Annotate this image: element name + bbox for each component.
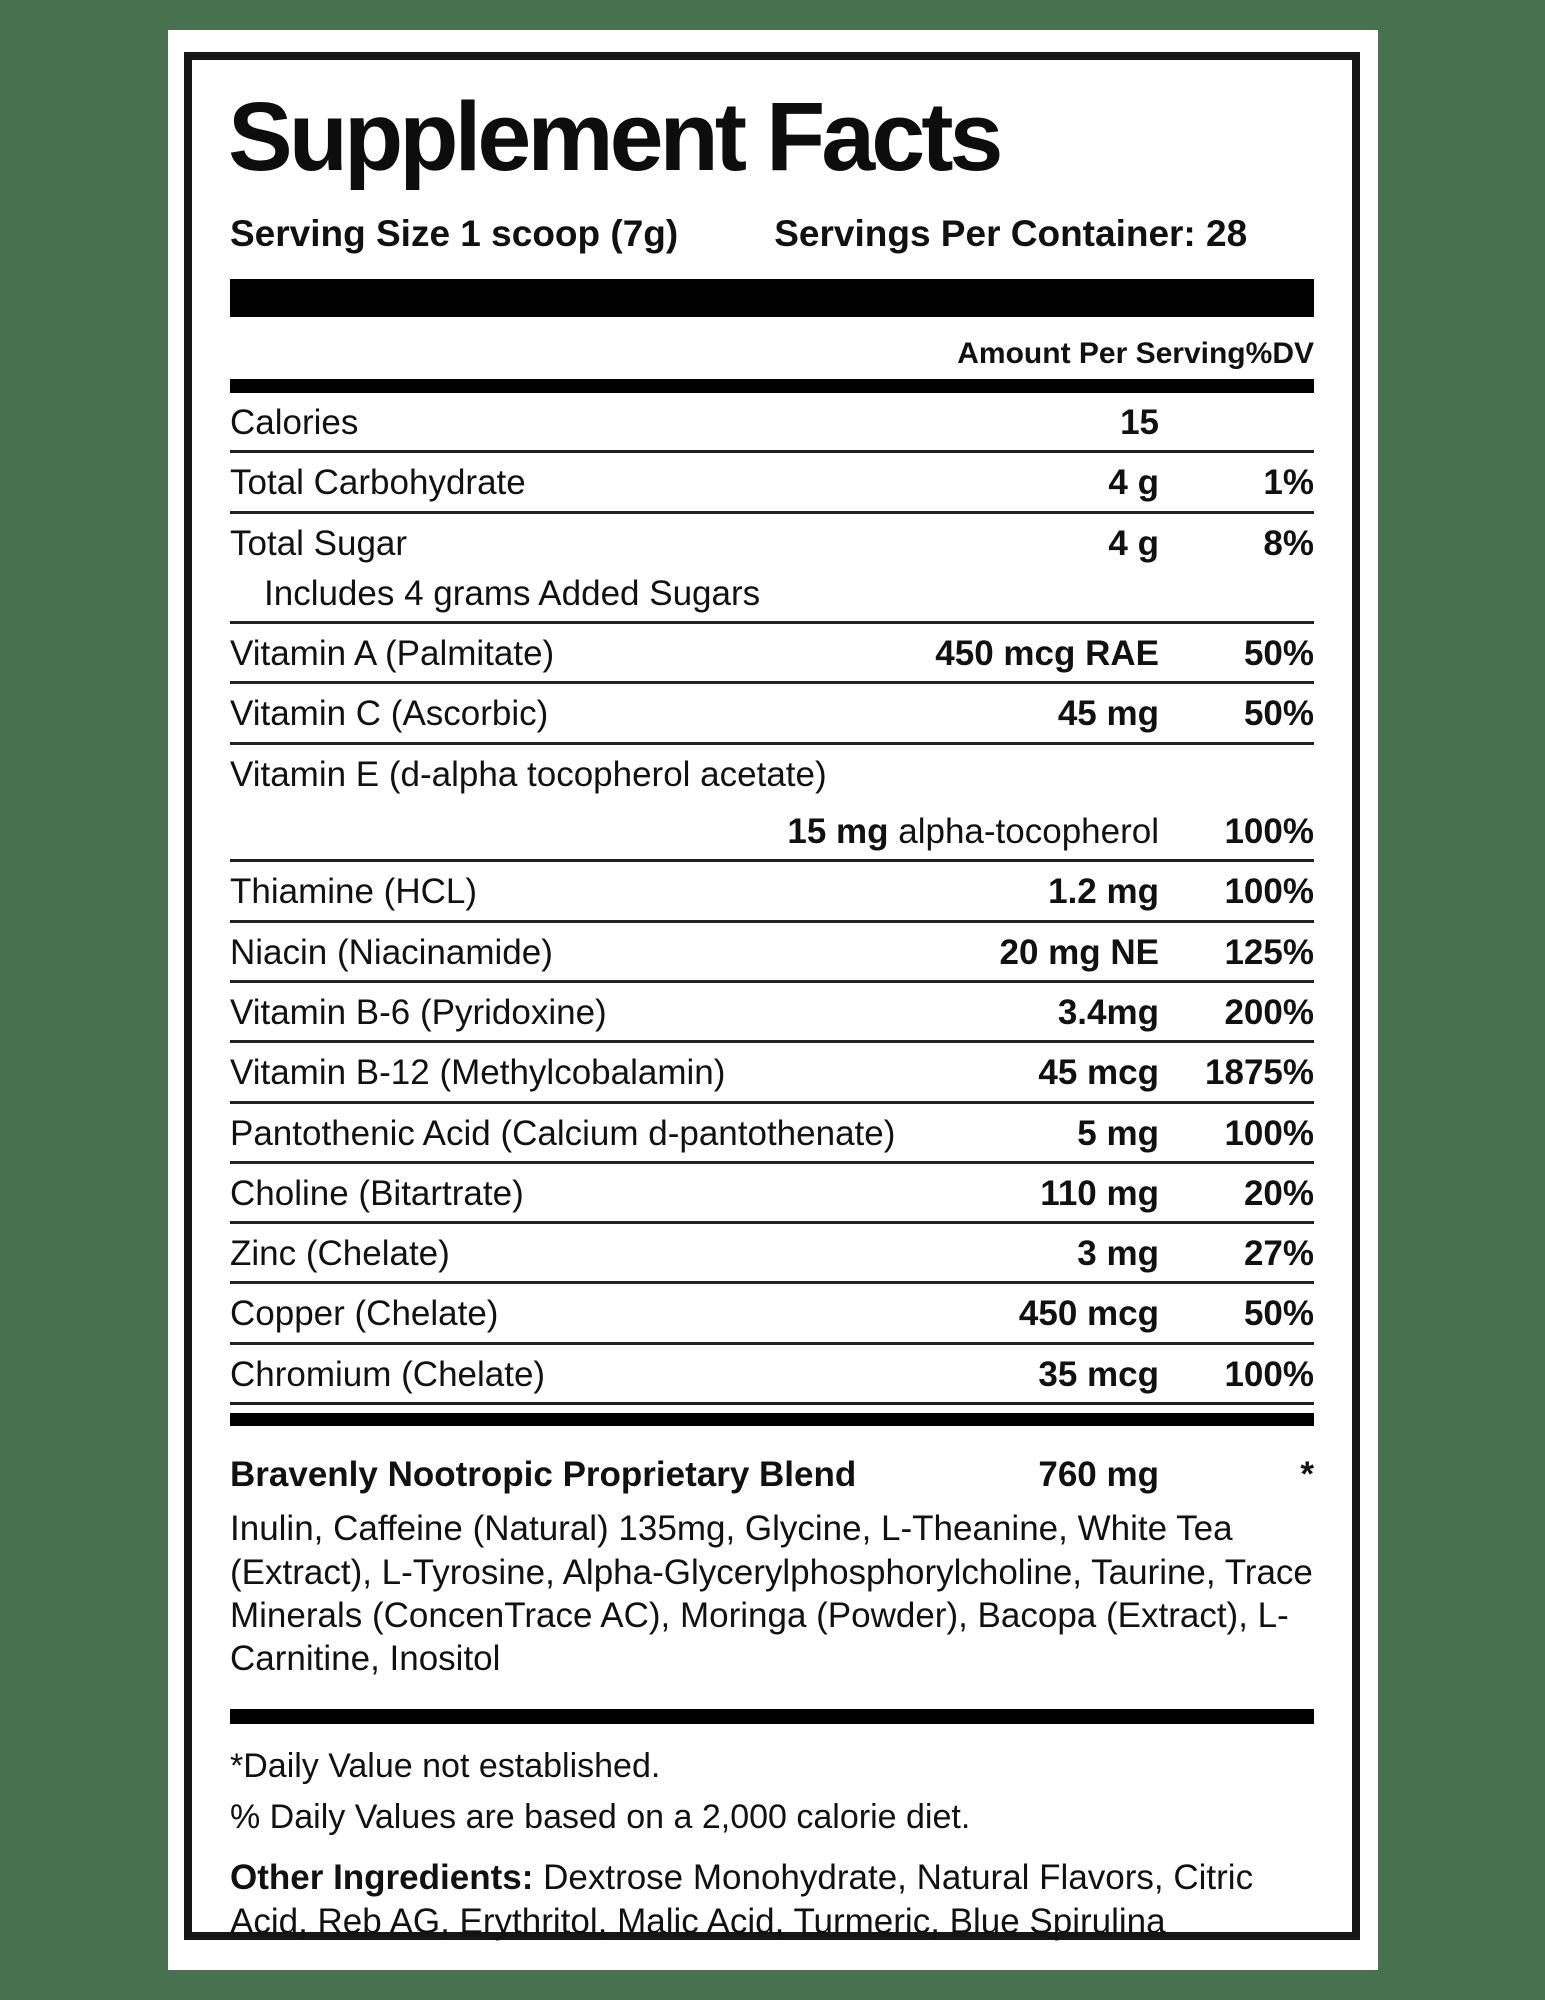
nutrient-name: Vitamin C (Ascorbic) [230, 694, 549, 734]
nutrient-name: Pantothenic Acid (Calcium d-pantothenate) [230, 1113, 896, 1153]
separator-bar-thick-top [230, 279, 1314, 317]
nutrient-amount: 4 g [1108, 523, 1159, 563]
label-title: Supplement Facts [228, 82, 1000, 191]
nutrient-dv: 100% [1224, 1113, 1314, 1153]
nutrient-amount: 450 mcg [1018, 1294, 1159, 1334]
nutrient-amount: 3.4mg [1057, 992, 1159, 1032]
nutrient-row-total-sugar [230, 514, 1314, 571]
nutrient-dv: 200% [1224, 992, 1314, 1032]
nutrient-row-vitamin-a [230, 624, 1314, 684]
nutrient-row-choline [230, 1164, 1314, 1224]
nutrient-row-vitamin-e-name [230, 745, 1314, 802]
nutrient-dv: 100% [1224, 872, 1314, 912]
footnote-dv-not-established: *Daily Value not established. [230, 1746, 661, 1785]
nutrient-row-niacin [230, 923, 1314, 983]
nutrient-name: Includes 4 grams Added Sugars [264, 573, 761, 613]
nutrient-amount-bold: 15 mg [787, 812, 889, 852]
nutrient-amount: 4 g [1108, 463, 1159, 503]
column-header-dv: %DV [1245, 336, 1314, 370]
nutrient-name: Choline (Bitartrate) [230, 1173, 524, 1213]
blend-dv: * [1300, 1454, 1314, 1494]
nutrient-amount-unit: alpha-tocopherol [888, 812, 1159, 852]
other-ingredients-label: Other Ingredients: [230, 1857, 534, 1897]
nutrient-amount: 450 mcg RAE [935, 634, 1159, 674]
nutrient-name: Thiamine (HCL) [230, 872, 477, 912]
nutrient-amount: 3 mg [1077, 1234, 1159, 1274]
nutrient-name: Total Sugar [230, 523, 408, 563]
nutrient-dv: 1875% [1205, 1053, 1314, 1093]
column-header-amount: Amount Per Serving [957, 336, 1246, 370]
nutrient-dv: 8% [1263, 523, 1314, 563]
nutrient-row-vitamin-b12 [230, 1043, 1314, 1103]
blend-name: Bravenly Nootropic Proprietary Blend [230, 1454, 857, 1494]
nutrient-name: Vitamin A (Palmitate) [230, 634, 555, 674]
column-header-row [230, 333, 1314, 379]
nutrient-row-thiamine [230, 862, 1314, 922]
separator-bar-blend [230, 1413, 1314, 1426]
nutrient-amount: 45 mcg [1038, 1053, 1159, 1093]
other-ingredients [230, 1856, 1314, 1946]
nutrient-amount: 15 [1120, 402, 1159, 442]
nutrient-dv: 50% [1243, 694, 1314, 734]
nutrient-dv: 100% [1224, 1354, 1314, 1394]
blend-amount: 760 mg [1038, 1454, 1159, 1494]
nutrient-name: Calories [230, 402, 359, 442]
nutrient-amount: 5 mg [1077, 1113, 1159, 1153]
nutrient-row-vitamin-b6 [230, 983, 1314, 1043]
nutrient-row-vitamin-c [230, 684, 1314, 744]
nutrient-dv: 27% [1243, 1234, 1314, 1274]
supplement-label-card [168, 30, 1378, 1970]
blend-ingredients-list: Inulin, Caffeine (Natural) 135mg, Glycine, L-Theanine, White Tea (Extract), L-Tyrosine, Alpha-Glycerylphosphorylcholine, Taurine, Trace Minerals (ConcenTrace AC), Moringa (Powder), Bacopa (Extract), L-Carnitine, Inositol [230, 1509, 1313, 1679]
footnote-daily-values-basis: % Daily Values are based on a 2,000 calorie diet. [230, 1797, 971, 1836]
nutrient-row-added-sugars [230, 571, 1314, 624]
nutrient-amount: 110 mg [1040, 1173, 1159, 1213]
nutrient-name: Zinc (Chelate) [230, 1234, 450, 1274]
nutrient-dv: 20% [1243, 1173, 1314, 1213]
nutrient-row-chromium [230, 1345, 1314, 1405]
label-frame [184, 52, 1360, 1940]
nutrient-row-zinc [230, 1224, 1314, 1284]
nutrient-name: Vitamin B-12 (Methylcobalamin) [230, 1053, 726, 1093]
nutrient-dv: 50% [1243, 634, 1314, 674]
nutrient-amount [787, 811, 1159, 852]
nutrient-name: Niacin (Niacinamide) [230, 932, 553, 972]
nutrient-row-copper [230, 1284, 1314, 1344]
nutrient-row-total-carbohydrate [230, 453, 1314, 513]
nutrient-amount: 1.2 mg [1048, 872, 1159, 912]
nutrient-amount: 20 mg NE [999, 932, 1159, 972]
nutrient-dv: 50% [1243, 1294, 1314, 1334]
servings-per-container: Servings Per Container: 28 [774, 212, 1248, 254]
nutrient-dv: 1% [1263, 463, 1314, 503]
nutrient-name: Copper (Chelate) [230, 1294, 499, 1334]
nutrient-dv: 100% [1224, 812, 1314, 852]
separator-bar-header [230, 379, 1314, 393]
serving-size: Serving Size 1 scoop (7g) [230, 212, 679, 254]
nutrient-amount: 45 mg [1057, 694, 1159, 734]
separator-bar-footnotes [230, 1709, 1314, 1724]
nutrient-name: Chromium (Chelate) [230, 1354, 546, 1394]
nutrient-amount: 35 mcg [1038, 1354, 1159, 1394]
nutrient-dv: 125% [1224, 932, 1314, 972]
nutrient-name: Vitamin B-6 (Pyridoxine) [230, 992, 607, 1032]
other-ingredients-text: Dextrose Monohydrate, Natural Flavors, Citric Acid, Reb AG, Erythritol, Malic Acid, Turmeric, Blue Spirulina [230, 1857, 1254, 1942]
serving-info [230, 213, 1314, 255]
nutrient-name: Vitamin E (d-alpha tocopherol acetate) [230, 754, 827, 794]
nutrient-row-calories [230, 393, 1314, 453]
proprietary-blend-row [230, 1444, 1314, 1501]
nutrient-row-vitamin-e-amount [230, 802, 1314, 862]
nutrient-name: Total Carbohydrate [230, 463, 526, 503]
nutrient-row-pantothenic-acid [230, 1104, 1314, 1164]
